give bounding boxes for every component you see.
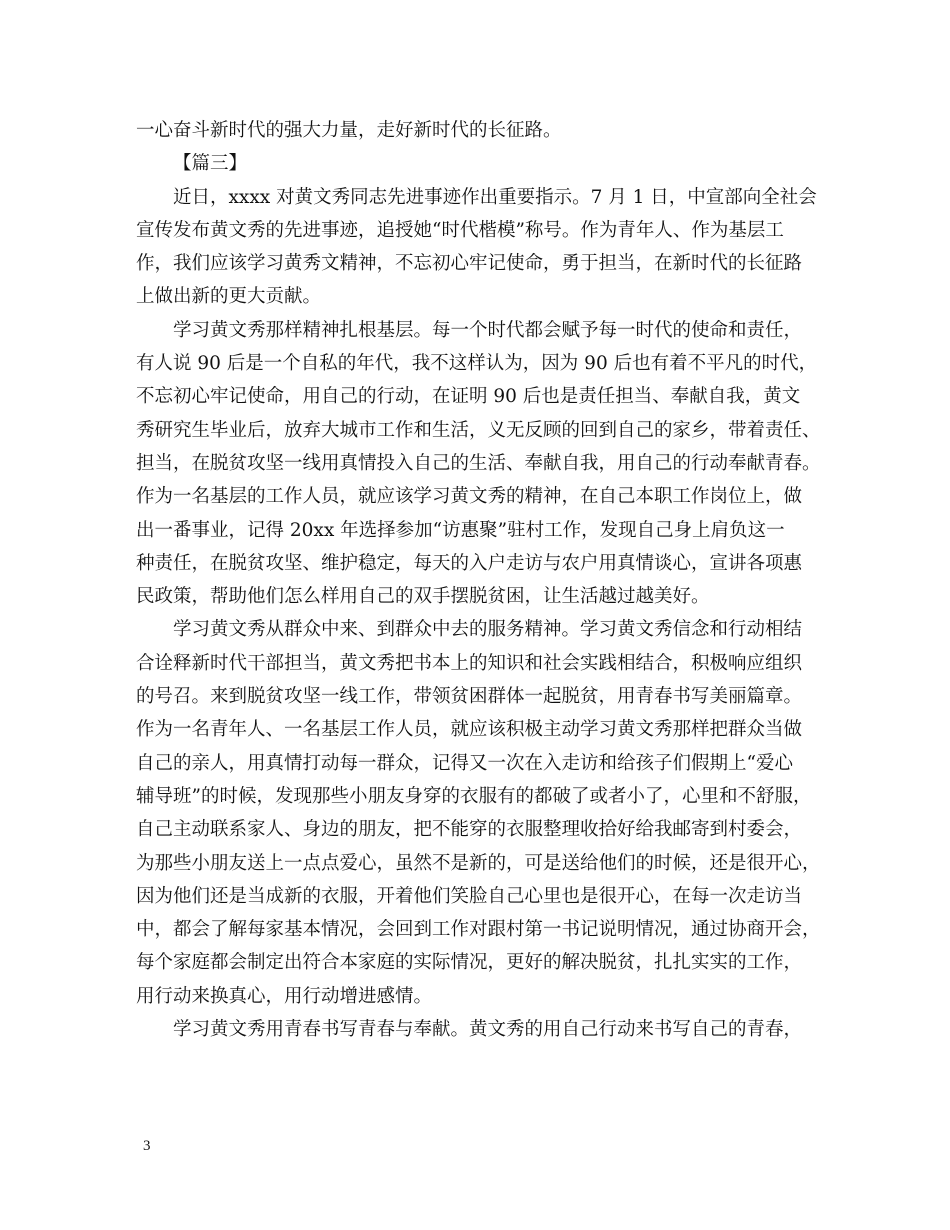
text-line: 辅导班”的时候，发现那些小朋友身穿的衣服有的都破了或者小了，心里和不舒服，	[136, 785, 812, 807]
text-line: 近日，xxxx 对黄文秀同志先进事迹作出重要指示。7 月 1 日，中宣部向全社会	[173, 186, 817, 208]
text-line: 合诠释新时代干部担当，黄文秀把书本上的知识和社会实践相结合，积极响应组织	[136, 652, 803, 674]
text-line: 宣传发布黄文秀的先进事迹，追授她“时代楷模”称号。作为青年人、作为基层工	[136, 219, 784, 241]
text-line: 每个家庭都会制定出符合本家庭的实际情况，更好的解决脱贫，扎扎实实的工作，	[136, 952, 803, 974]
text-line: 因为他们还是当成新的衣服，开着他们笑脸自己心里也是很开心，在每一次走访当	[136, 885, 803, 907]
document-body	[136, 114, 826, 1046]
text-line: 学习黄文秀从群众中来、到群众中去的服务精神。学习黄文秀信念和行动相结	[173, 619, 803, 641]
text-line: 出一番事业，记得 20xx 年选择参加“访惠聚”驻村工作，发现自己身上肩负这一	[136, 519, 785, 541]
text-line: 上做出新的更大贡献。	[136, 286, 322, 308]
text-line: 作为一名基层的工作人员，就应该学习黄文秀的精神，在自己本职工作岗位上，做	[136, 486, 803, 508]
text-line: 学习黄文秀那样精神扎根基层。每一个时代都会赋予每一时代的使命和责任，	[173, 319, 803, 341]
text-line: 秀研究生毕业后，放弃大城市工作和生活，义无反顾的回到自己的家乡，带着责任、	[136, 419, 821, 441]
text-line: 一心奋斗新时代的强大力量，走好新时代的长征路。	[136, 120, 562, 141]
text-line: 有人说 90 后是一个自私的年代，我不这样认为，因为 90 后也有着不平凡的时代，	[136, 353, 818, 375]
text-line: 民政策，帮助他们怎么样用自己的双手摆脱贫困，让生活越过越美好。	[136, 586, 710, 608]
text-line: 为那些小朋友送上一点点爱心，虽然不是新的，可是送给他们的时候，还是很开心，	[136, 852, 821, 874]
text-line: 学习黄文秀用青春书写青春与奉献。黄文秀的用自己行动来书写自己的青春，	[173, 1019, 803, 1041]
text-line: 作，我们应该学习黄秀文精神，不忘初心牢记使命，勇于担当，在新时代的长征路	[136, 253, 803, 275]
text-line: 的号召。来到脱贫攻坚一线工作，带领贫困群体一起脱贫，用青春书写美丽篇章。	[136, 686, 803, 708]
text-line: 自己主动联系家人、身边的朋友，把不能穿的衣服整理收拾好给我邮寄到村委会，	[136, 819, 803, 841]
text-line: 担当，在脱贫攻坚一线用真情投入自己的生活、奉献自我，用自己的行动奉献青春。	[136, 452, 821, 474]
section-heading: 【篇三】	[173, 153, 248, 175]
text-line: 用行动来换真心，用行动增进感情。	[136, 985, 433, 1007]
text-line: 中，都会了解每家基本情况，会回到工作对跟村第一书记说明情况，通过协商开会，	[136, 919, 821, 941]
text-line: 不忘初心牢记使命，用自己的行动，在证明 90 后也是责任担当、奉献自我，黄文	[136, 386, 801, 408]
text-line: 种责任，在脱贫攻坚、维护稳定，每天的入户走访与农户用真情谈心，宣讲各项惠	[136, 552, 803, 574]
page-number: 3	[143, 1138, 151, 1154]
text-line: 作为一名青年人、一名基层工作人员，就应该积极主动学习黄文秀那样把群众当做	[136, 719, 803, 741]
text-line: 自己的亲人，用真情打动每一群众，记得又一次在入走访和给孩子们假期上“爱心	[136, 752, 793, 774]
